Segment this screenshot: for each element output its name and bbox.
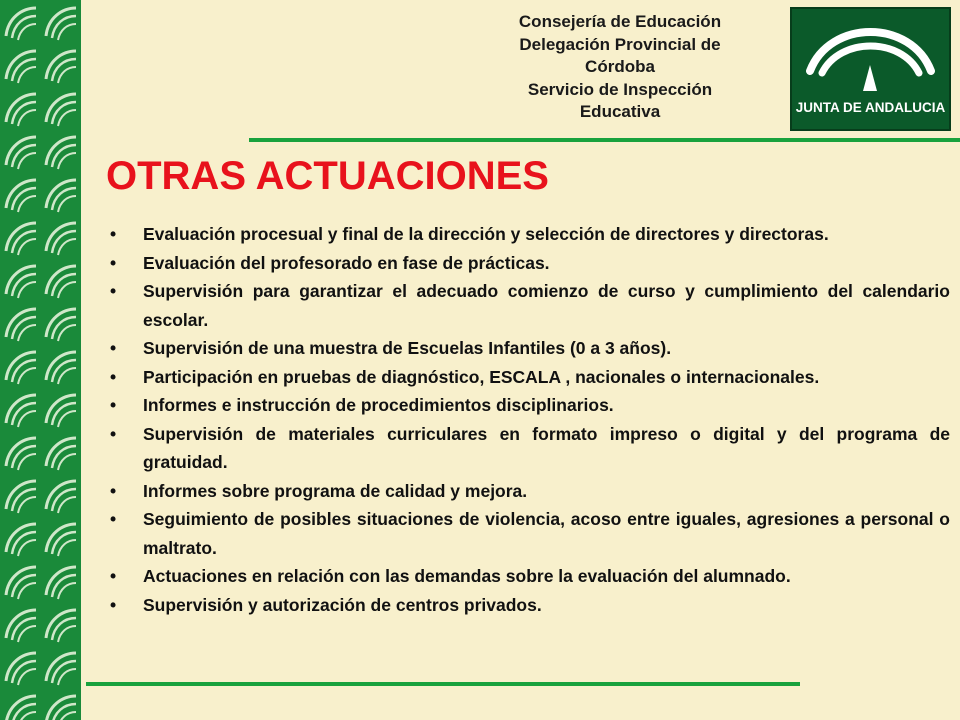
list-item: • Supervisión y autorización de centros privados. xyxy=(106,591,950,620)
top-divider xyxy=(249,138,960,142)
actions-list xyxy=(106,220,950,619)
header-line: Córdoba xyxy=(585,57,655,76)
bottom-divider xyxy=(86,682,800,686)
header-line: Educativa xyxy=(579,102,661,121)
list-item: • Participación en pruebas de diagnóstico, ESCALA , nacionales o internacionales. xyxy=(106,363,950,392)
side-decorative-band xyxy=(0,0,81,720)
andalusian-pattern-icon xyxy=(0,0,81,720)
header-line: Delegación Provincial de xyxy=(519,34,721,54)
list-item: • Seguimiento de posibles situaciones de violencia, acoso entre iguales, agresiones a personal o maltrato. xyxy=(106,505,950,562)
list-item: • Actuaciones en relación con las demandas sobre la evaluación del alumnado. xyxy=(106,562,950,591)
list-item: • Informes sobre programa de calidad y mejora. xyxy=(106,477,950,506)
logo-emblem-icon xyxy=(792,9,949,129)
header-institution xyxy=(470,11,770,124)
header-line: Consejería de Educación xyxy=(518,12,722,31)
junta-de-andalucia-logo xyxy=(790,7,951,131)
list-item: • Supervisión de materiales curriculares en formato impreso o digital y del programa de gratuidad. xyxy=(106,420,950,477)
list-item: • Supervisión de una muestra de Escuelas Infantiles (0 a 3 años). xyxy=(106,334,950,363)
list-item: • Evaluación procesual y final de la dirección y selección de directores y directoras. xyxy=(106,220,950,249)
list-item: • Supervisión para garantizar el adecuado comienzo de curso y cumplimiento del calendario escolar. xyxy=(106,277,950,334)
list-item: • Informes e instrucción de procedimientos disciplinarios. xyxy=(106,391,950,420)
list-item: • Evaluación del profesorado en fase de prácticas. xyxy=(106,249,950,278)
logo-text: JUNTA DE ANDALUCIA xyxy=(795,100,946,115)
header-line: Servicio de Inspección xyxy=(527,79,713,99)
page-title: OTRAS ACTUACIONES xyxy=(106,154,549,198)
